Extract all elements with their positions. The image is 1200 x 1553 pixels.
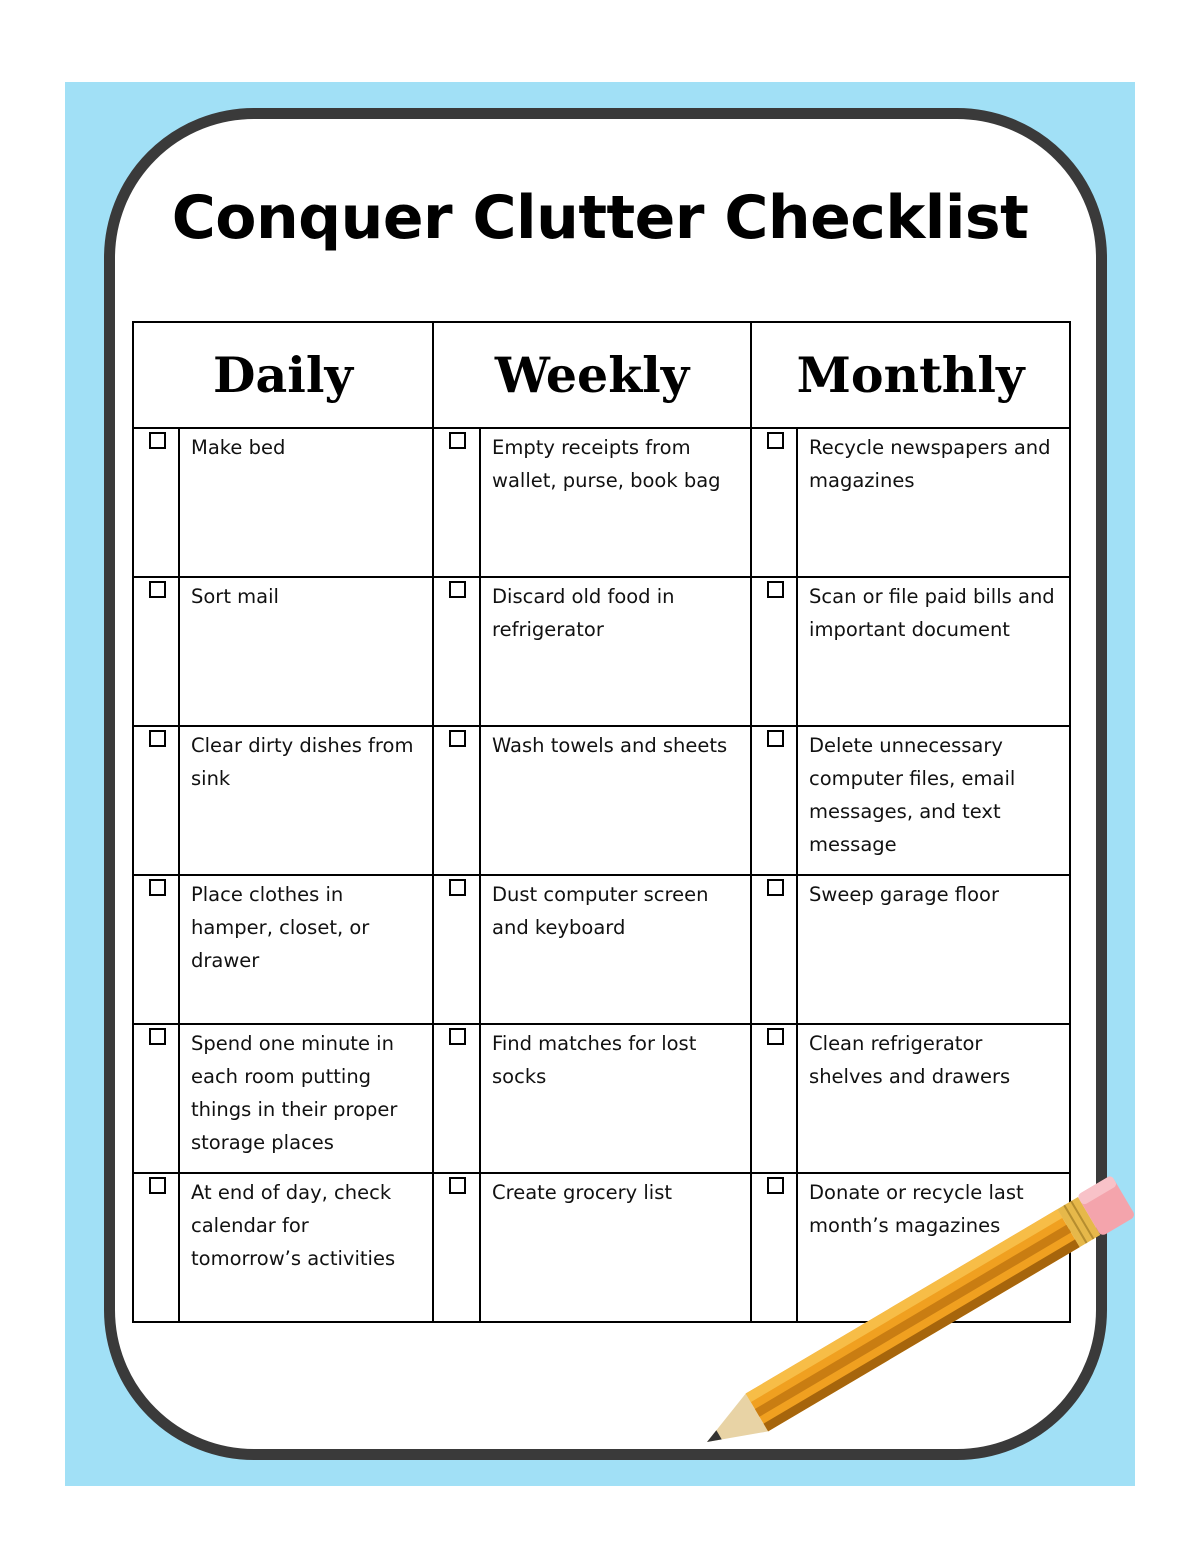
task-weekly: Wash towels and sheets	[480, 726, 751, 875]
task-monthly: Sweep garage floor	[797, 875, 1070, 1024]
column-header-monthly: Monthly	[751, 322, 1070, 428]
pencil-shade	[764, 1239, 1080, 1431]
task-weekly: Discard old food in refrigerator	[480, 577, 751, 726]
task-daily: At end of day, check calendar for tomorrow’s activities	[179, 1173, 433, 1322]
task-daily: Make bed	[179, 428, 433, 577]
task-monthly: Donate or recycle last month’s magazines	[797, 1173, 1070, 1322]
task-weekly: Create grocery list	[480, 1173, 751, 1322]
task-monthly: Recycle newspapers and magazines	[797, 428, 1070, 577]
task-daily: Sort mail	[179, 577, 433, 726]
task-weekly: Find matches for lost socks	[480, 1024, 751, 1173]
column-header-weekly: Weekly	[433, 322, 751, 428]
task-weekly: Empty receipts from wallet, purse, book bag	[480, 428, 751, 577]
task-daily: Spend one minute in each room putting things in their proper storage places	[179, 1024, 433, 1173]
page-title: Conquer Clutter Checklist	[171, 183, 1029, 253]
pencil-highlight	[746, 1209, 1063, 1402]
task-weekly: Dust computer screen and keyboard	[480, 875, 751, 1024]
task-daily: Place clothes in hamper, closet, or drawer	[179, 875, 433, 1024]
column-header-daily: Daily	[133, 322, 433, 428]
task-monthly: Clean refrigerator shelves and drawers	[797, 1024, 1070, 1173]
pencil-stripe	[755, 1225, 1071, 1417]
task-monthly: Scan or file paid bills and important document	[797, 577, 1070, 726]
task-daily: Clear dirty dishes from sink	[179, 726, 433, 875]
task-monthly: Delete unnecessary computer files, email messages, and text message	[797, 726, 1070, 875]
